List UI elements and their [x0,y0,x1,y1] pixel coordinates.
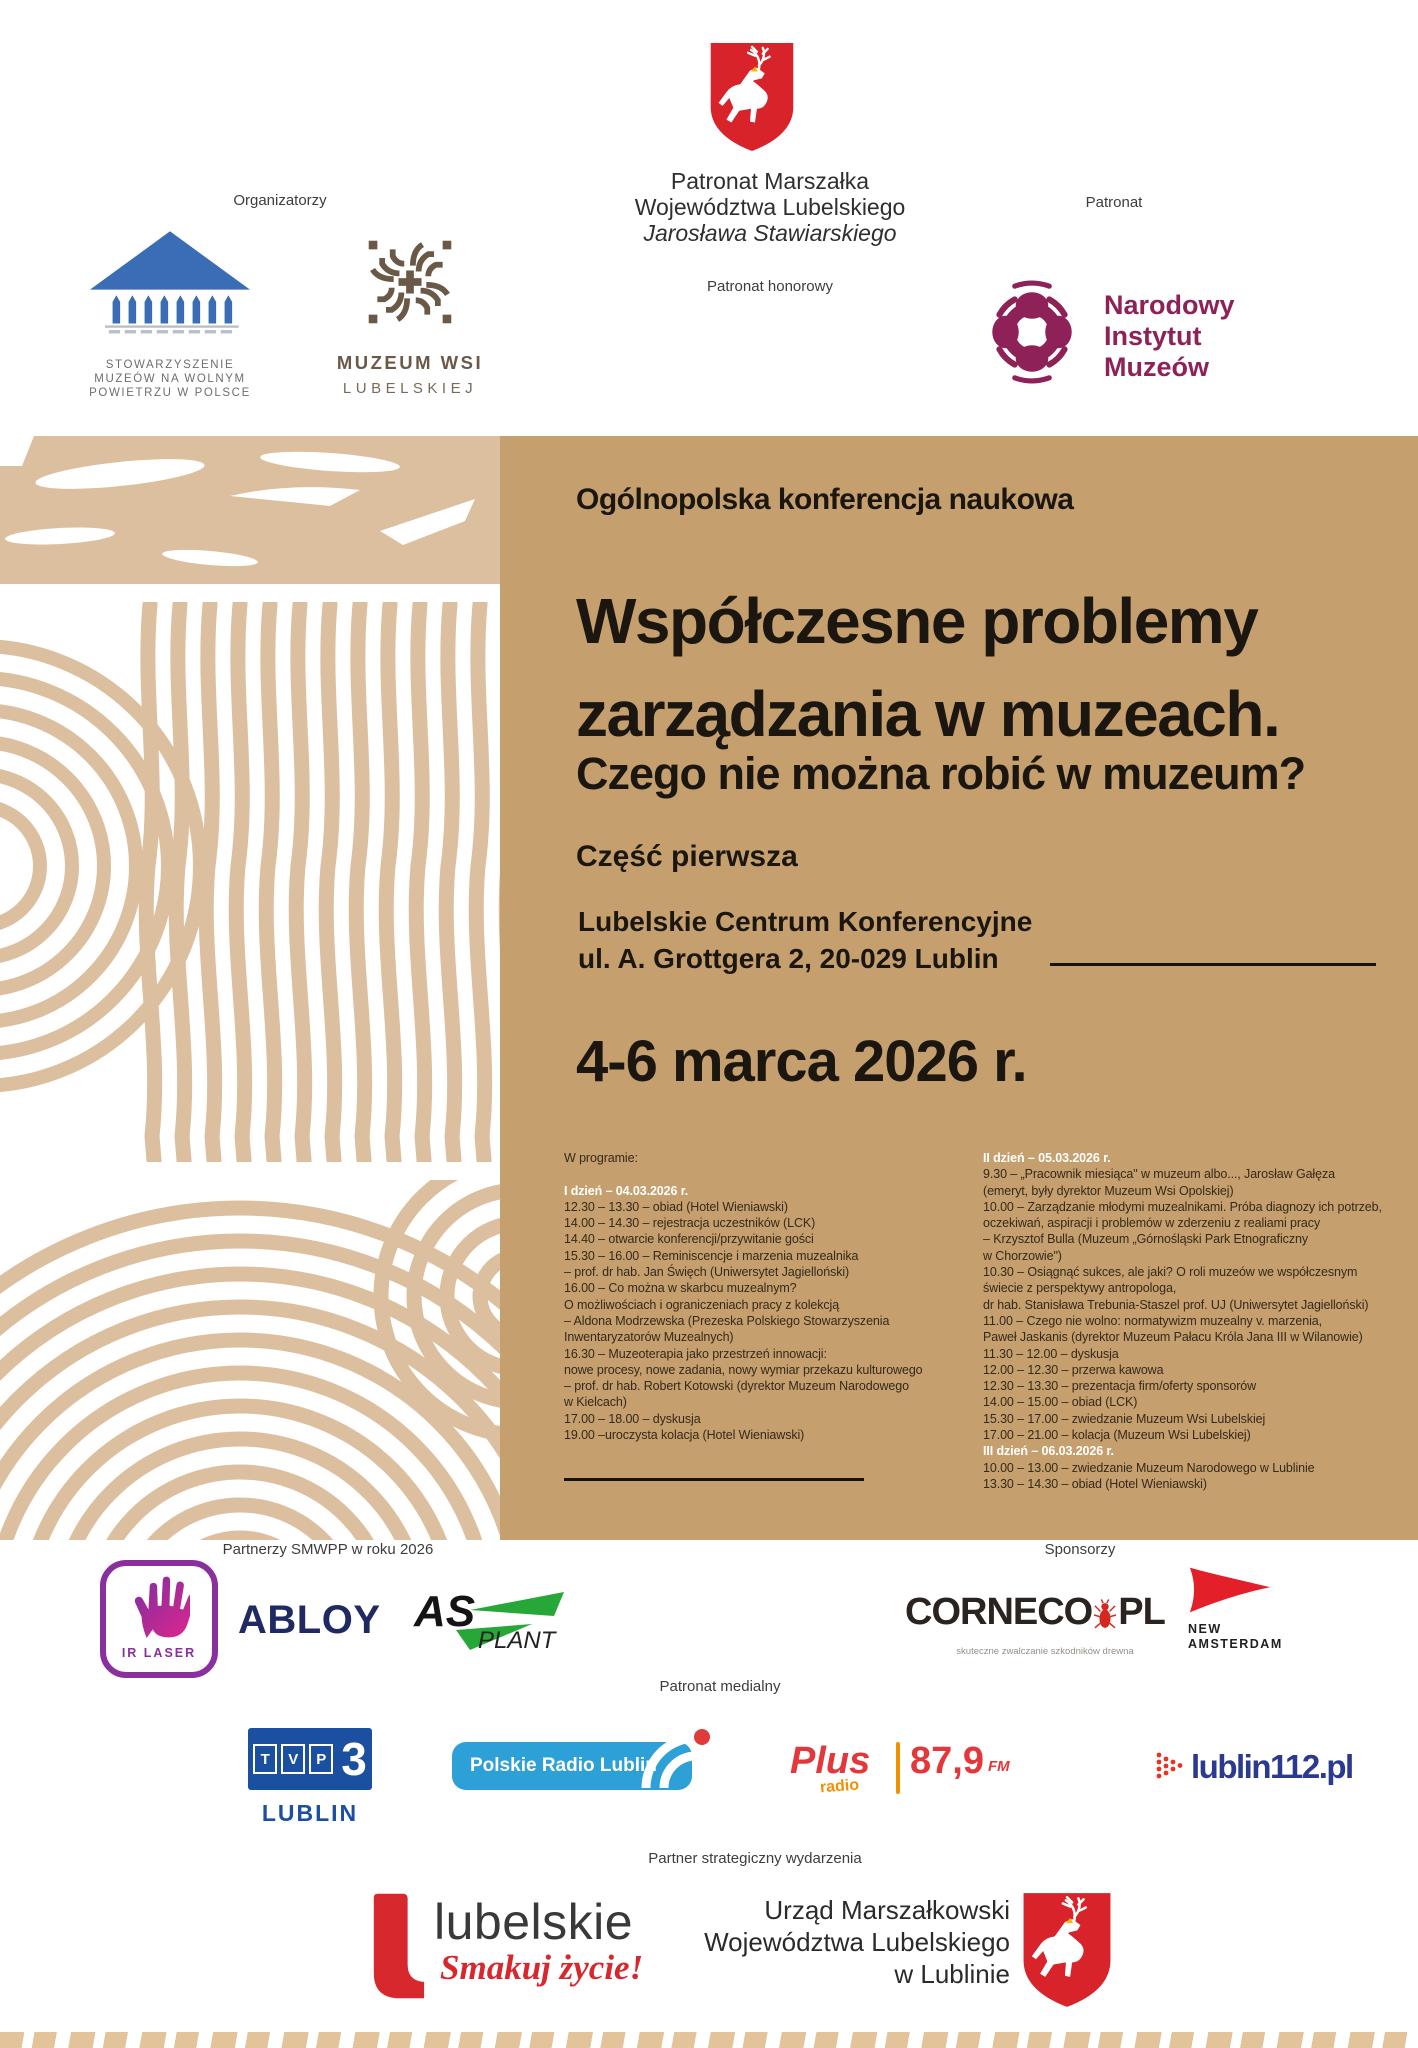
office-line: Województwa Lubelskiego [704,1927,1010,1957]
schedule-item: – prof. dr hab. Robert Kotowski (dyrektor Muzeum Narodowego [564,1379,909,1394]
patronage-label: Patronat [1085,194,1143,211]
venue-name: Lubelskie Centrum Konferencyjne [578,906,1033,937]
schedule-item: Paweł Jaskanis (dyrektor Muzeum Pałacu Króla Jana III w Wilanowie) [983,1330,1363,1345]
schedule-item: 12.30 – 13.30 – prezentacja firm/oferty sponsorów [983,1379,1257,1394]
marshal-patronage-text [560,168,980,246]
divider-bar [896,1742,900,1794]
schedule-item: 11.30 – 12.00 – dyskusja [983,1346,1119,1361]
corneco-tagline: skuteczne zwalczanie szkodników drewna [956,1646,1134,1657]
part-label: Część pierwsza [576,840,798,873]
tvp-city-label: LUBLIN [261,1800,359,1826]
schedule-item: 10.30 – Osiągnąć sukces, ale jaki? O roli muzeów we współczesnym [983,1265,1358,1280]
schedule-item: 14.40 – otwarcie konferencji/przywitanie gości [564,1232,814,1247]
nim-line: Narodowy [1104,290,1235,320]
sponsors-label: Sponsorzy [1044,1541,1116,1558]
schedule-item: 15.30 – 16.00 – Reminiscencje i marzenia muzealnika [564,1248,859,1263]
schedule-item: – Krzysztof Bulla (Muzeum „Górnośląski Park Etnograficzny [983,1232,1308,1247]
organizers-label: Organizatorzy [233,192,327,209]
mwl-line: LUBELSKIEJ [342,380,478,397]
schedule-item: 19.00 –uroczysta kolacja (Hotel Wieniawski) [564,1428,805,1443]
day1-header: I dzień – 04.03.2026 r. [564,1183,689,1198]
schedule-item: świecie z perspektywy antropologa, [983,1281,1177,1296]
office-line: Urząd Marszałkowski [764,1895,1010,1925]
schedule-item: nowe procesy, nowe zadania, nowy wymiar przekazu kulturowego [564,1362,923,1377]
corneco-logo [905,1592,1165,1632]
schedule-item: 16.30 – Muzeoterapia jako przestrzeń innowacji: [564,1346,827,1361]
venue-block [578,903,1032,977]
schedule-item: – prof. dr hab. Jan Święch (Uniwersytet Jagielloński) [564,1265,850,1280]
plus-radio-word: radio [819,1776,860,1797]
day3-schedule [983,1460,1418,1493]
schedule-item: Inwentaryzatorów Muzealnych) [564,1330,734,1345]
abloy-logo: ABLOY [238,1598,381,1642]
dotted-arrow-icon [1155,1748,1185,1786]
smwpp-open-air-museums-logo-icon [90,230,250,338]
hand-icon [128,1572,190,1642]
address-rule-line [1050,963,1376,966]
program-rule-line [564,1478,864,1481]
program-column-day2-3 [983,1150,1418,1492]
schedule-item: 11.00 – Czego nie wolno: normatywizm muzealny v. marzenia, [983,1313,1323,1328]
schedule-item: 17.00 – 18.00 – dyskusja [564,1411,701,1426]
media-patronage-label: Patronat medialny [659,1678,781,1695]
smwpp-line: STOWARZYSZENIE [105,359,235,371]
woodworm-bug-icon [1094,1598,1116,1632]
schedule-item: 12.30 – 13.30 – obiad (Hotel Wieniawski) [564,1199,788,1214]
schedule-item: 10.00 – 13.00 – zwiedzanie Muzeum Narodowego w Lublinie [983,1460,1315,1475]
tvp-letter-box: T [253,1744,277,1774]
venue-address: ul. A. Grottgera 2, 20-029 Lublin [578,943,999,974]
lubelskie-slogan: Smakuj życie! [440,1948,644,1987]
radio-label: Polskie Radio Lublin [470,1755,657,1776]
muzeum-wsi-lubelskiej-ornament-icon [362,234,458,330]
lublin-voivodeship-coat-of-arms-icon [707,40,797,154]
main-content-panel [500,436,1418,1540]
honorary-patronage-label: Patronat honorowy [707,278,833,295]
schedule-item: w Kielcach) [564,1395,627,1410]
lublin112-label: lublin112.pl [1191,1748,1353,1785]
corneco-tld: PL [1118,1591,1165,1633]
asplant-as-text: AS [414,1587,476,1636]
wood-grain-pattern-artwork [0,436,500,1540]
smwpp-logo-text [70,358,270,400]
day2-header: II dzień – 05.03.2026 r. [983,1151,1111,1165]
marshal-name: Jarosława Stawiarskiego [643,220,897,246]
schedule-item: 10.00 – Zarządzanie młodymi muzealnikami. Próba diagnozy ich potrzeb, [983,1199,1382,1214]
asplant-swoosh-top [470,1592,564,1616]
event-date: 4-6 marca 2026 r. [576,1029,1027,1094]
schedule-item: oczekiwań, aspiracji i problemów w zderzeniu z realiami pracy [983,1216,1321,1231]
smwpp-line: POWIETRZU W POLSCE [89,387,251,399]
na-line: NEW [1188,1622,1222,1636]
plus-frequency: 87,9 [910,1740,984,1782]
title-line: Współczesne problemy [576,585,1258,657]
plus-name: Plus [790,1740,871,1782]
plus-fm-label: FM [988,1758,1010,1775]
marshal-office-text [690,1894,1010,1990]
na-line: AMSTERDAM [1188,1637,1283,1651]
muzeum-wsi-lubelskiej-logo-text [330,352,490,397]
schedule-item: (emeryt, były dyrektor Muzeum Wsi Opolskiej) [983,1183,1234,1198]
conference-kicker: Ogólnopolska konferencja naukowa [576,483,1074,516]
office-line: w Lublinie [894,1959,1010,1989]
marshal-line: Patronat Marszałka [670,168,870,194]
spacer [564,1166,984,1182]
mwl-line: MUZEUM WSI [336,352,484,373]
program-column-day1 [564,1150,984,1443]
conference-title [576,575,1279,761]
cut-off-artwork-strip [0,2032,1418,2048]
schedule-item: dr hab. Stanisława Trebunia-Staszel prof. UJ (Uniwersytet Jagielloński) [983,1297,1369,1312]
as-plant-logo [412,1582,577,1662]
lubelskie-brand-name: lubelskie [434,1894,634,1950]
nim-line: Muzeów [1104,352,1209,382]
new-amsterdam-logo-text [1188,1622,1283,1652]
radio-plus-logo [790,1740,1020,1802]
nim-line: Instytut [1104,321,1202,351]
schedule-item: O możliwościach i ograniczeniach pracy z kolekcją [564,1297,840,1312]
schedule-item: 14.00 – 15.00 – obiad (LCK) [983,1395,1138,1410]
lublin112-logo [1155,1748,1353,1786]
schedule-item: 17.00 – 21.00 – kolacja (Muzeum Wsi Lubelskiej) [983,1428,1251,1443]
ir-laser-logo [100,1560,218,1678]
conference-subtitle: Czego nie można robić w muzeum? [576,748,1306,799]
marshal-line: Województwa Lubelskiego [634,194,906,220]
schedule-item: 13.30 – 14.30 – obiad (Hotel Wieniawski) [983,1476,1207,1491]
lublin-coat-of-arms-bottom-icon [1020,1890,1114,2010]
ir-laser-label: IR LASER [121,1646,197,1660]
title-line: zarządzania w muzeach. [576,678,1280,750]
tvp3-logo [248,1728,372,1790]
new-amsterdam-flag-icon [1188,1566,1272,1614]
schedule-item: 12.00 – 12.30 – przerwa kawowa [983,1362,1164,1377]
schedule-item: 16.00 – Co można w skarbcu muzealnym? [564,1281,797,1296]
day1-schedule [564,1199,984,1443]
tvp-channel-number: 3 [341,1733,367,1785]
lubelskie-L-icon [368,1888,426,2004]
partners-label: Partnerzy SMWPP w roku 2026 [222,1541,434,1558]
day3-header: III dzień – 06.03.2026 r. [983,1444,1114,1459]
schedule-item: 15.30 – 17.00 – zwiedzanie Muzeum Wsi Lubelskiej [983,1411,1266,1426]
schedule-item: 9.30 – „Pracownik miesiąca" w muzeum albo..., Jarosław Gałęza [983,1167,1335,1182]
narodowy-instytut-muzeow-logo-text [1104,290,1235,383]
polskie-radio-lublin-logo [452,1742,692,1790]
tvp-letter-box: P [309,1744,333,1774]
schedule-item: w Chorzowie") [983,1248,1062,1263]
schedule-item: 14.00 – 14.30 – rejestracja uczestników (LCK) [564,1216,816,1231]
corneco-name: CORNECO [905,1591,1093,1633]
program-label: W programie: [564,1151,638,1165]
narodowy-instytut-muzeow-rosette-icon [976,276,1088,388]
schedule-item: – Aldona Modrzewska (Prezeska Polskiego Stowarzyszenia [564,1313,890,1328]
asplant-plant-text: PLANT [478,1627,556,1654]
tvp-letter-box: V [281,1744,305,1774]
strategic-partner-label: Partner strategiczny wydarzenia [648,1850,862,1867]
day2-schedule [983,1166,1418,1443]
smwpp-line: MUZEÓW NA WOLNYM [94,373,246,385]
